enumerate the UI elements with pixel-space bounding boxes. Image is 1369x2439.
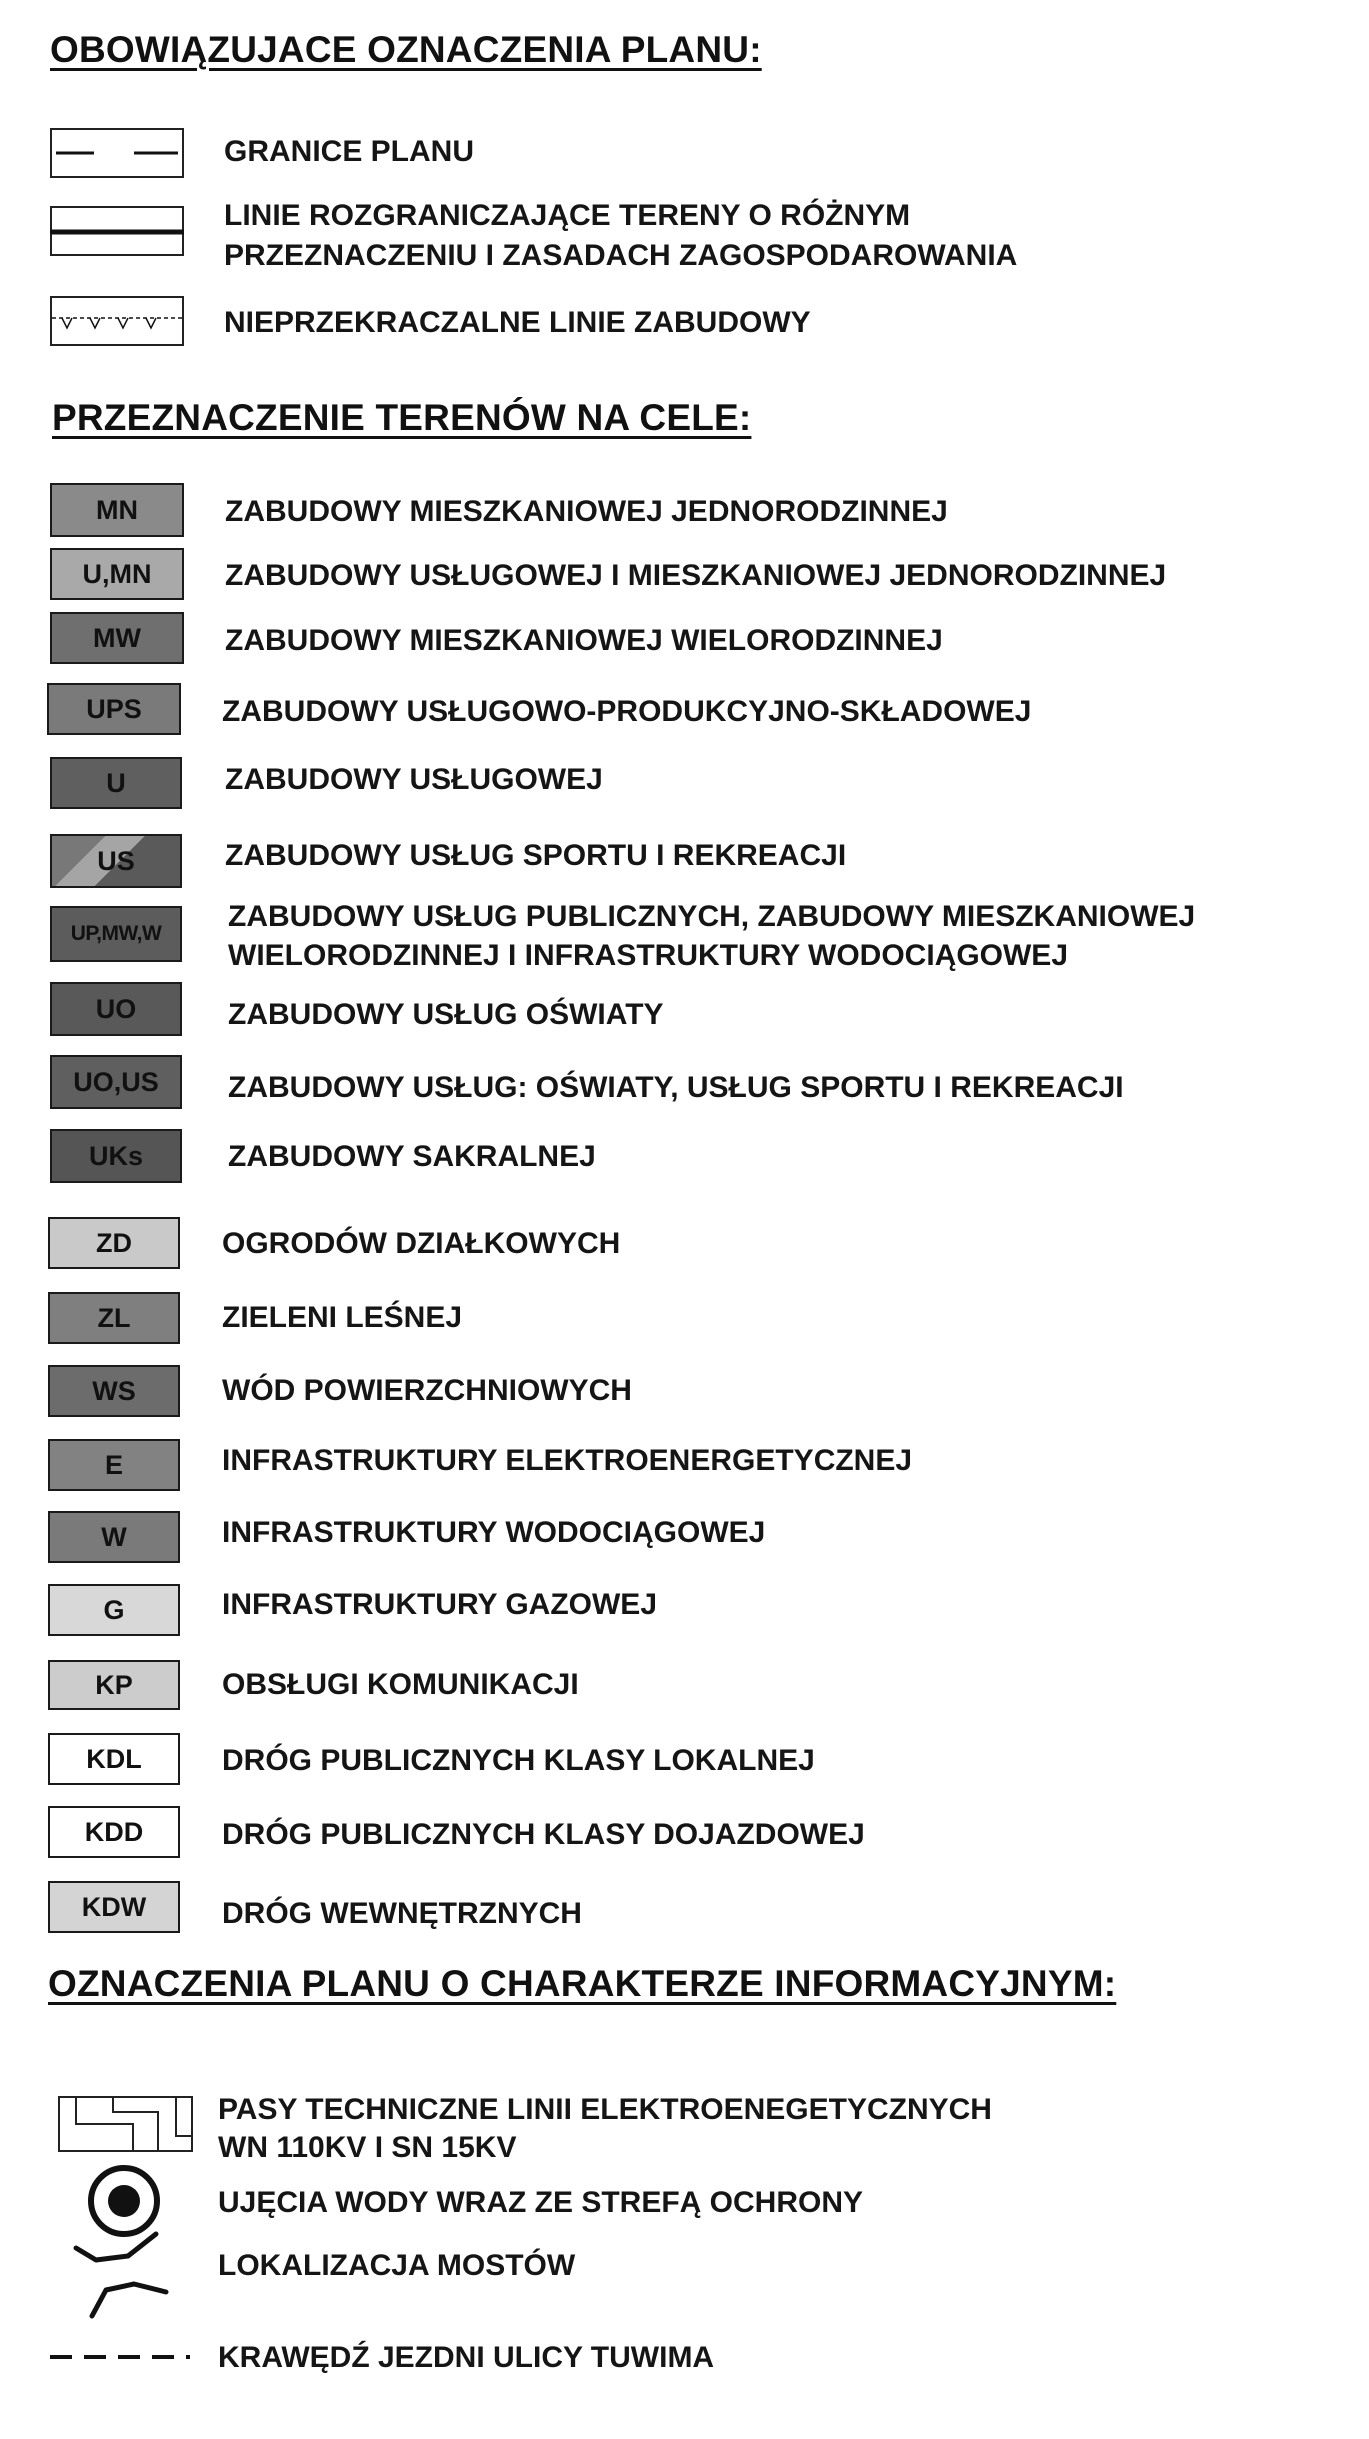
- legend-code: KDD: [84, 1816, 144, 1847]
- legend-label: OGRODÓW DZIAŁKOWYCH: [222, 1227, 621, 1260]
- solid-line-icon: [50, 206, 184, 256]
- legend-code: G: [103, 1594, 125, 1625]
- legend-swatch-kdl: [48, 1733, 180, 1785]
- legend-label: WN 110KV I SN 15KV: [218, 2131, 517, 2164]
- legend-label: UJĘCIA WODY WRAZ ZE STREFĄ OCHRONY: [218, 2186, 864, 2219]
- legend-code: UO: [95, 993, 137, 1024]
- legend-label: ZABUDOWY USŁUGOWO-PRODUKCYJNO-SKŁADOWEJ: [222, 695, 1032, 728]
- legend-code: ZL: [97, 1302, 131, 1333]
- legend-swatch-ws: [48, 1365, 180, 1417]
- legend-code: US: [97, 845, 135, 876]
- legend-code: KDW: [81, 1891, 147, 1922]
- legend-swatch-w: [48, 1511, 180, 1563]
- legend-label: DRÓG PUBLICZNYCH KLASY DOJAZDOWEJ: [222, 1818, 865, 1851]
- heading-purpose: PRZEZNACZENIE TERENÓW NA CELE:: [52, 397, 752, 438]
- legend-code: U,MN: [82, 558, 152, 589]
- legend-label: ZABUDOWY USŁUG OŚWIATY: [228, 998, 664, 1031]
- legend-label: ZABUDOWY USŁUGOWEJ I MIESZKANIOWEJ JEDNORODZINNEJ: [225, 559, 1167, 592]
- legend-label: WIELORODZINNEJ I INFRASTRUKTURY WODOCIĄGOWEJ: [228, 939, 1068, 972]
- legend-swatch-kp: [48, 1660, 180, 1710]
- legend-label: ZABUDOWY USŁUGOWEJ: [225, 763, 603, 796]
- legend-swatch-u-mn: [50, 548, 184, 600]
- legend-label: DRÓG WEWNĘTRZNYCH: [222, 1897, 582, 1930]
- legend-swatch-zl: [48, 1292, 180, 1344]
- legend-swatch-mn: [50, 483, 184, 537]
- legend-swatch-ups: [47, 683, 181, 735]
- bridge-icon: [70, 2226, 170, 2322]
- legend-label: LINIE ROZGRANICZAJĄCE TERENY O RÓŻNYM: [224, 199, 911, 232]
- legend-code: W: [101, 1521, 127, 1552]
- legend-label: ZABUDOWY MIESZKANIOWEJ JEDNORODZINNEJ: [225, 495, 948, 528]
- legend-swatch-us: [50, 834, 182, 888]
- legend-label: WÓD POWIERZCHNIOWYCH: [222, 1374, 632, 1407]
- legend-label: GRANICE PLANU: [224, 135, 475, 168]
- legend-label: ZABUDOWY MIESZKANIOWEJ WIELORODZINNEJ: [225, 624, 943, 657]
- triangle-dotted-line-icon: [50, 296, 184, 346]
- legend-swatch-up-mw-w: [50, 906, 182, 962]
- legend-label: LOKALIZACJA MOSTÓW: [218, 2249, 576, 2282]
- dashed-line-icon: [50, 128, 184, 178]
- legend-code: WS: [92, 1375, 136, 1406]
- legend-label: INFRASTRUKTURY ELEKTROENERGETYCZNEJ: [222, 1444, 913, 1477]
- legend-code: KP: [95, 1669, 133, 1700]
- legend-label: ZIELENI LEŚNEJ: [222, 1301, 463, 1334]
- legend-code: U: [106, 767, 126, 798]
- technical-strip-icon: [58, 2096, 193, 2152]
- legend-label: ZABUDOWY USŁUG: OŚWIATY, USŁUG SPORTU I REKREACJI: [228, 1071, 1124, 1104]
- legend-code: UKs: [88, 1140, 143, 1171]
- legend-label: PASY TECHNICZNE LINII ELEKTROENEGETYCZNYCH: [218, 2093, 992, 2126]
- legend-label: ZABUDOWY USŁUG PUBLICZNYCH, ZABUDOWY MIESZKANIOWEJ: [228, 900, 1196, 933]
- legend-code: UP,MW,W: [70, 922, 162, 945]
- legend-swatch-uks: [50, 1129, 182, 1183]
- legend-code: MW: [93, 622, 141, 653]
- heading-informative: OZNACZENIA PLANU O CHARAKTERZE INFORMACYJNYM:: [48, 1963, 1117, 2004]
- legend-code: MN: [96, 494, 138, 525]
- legend-code: UPS: [86, 693, 142, 724]
- legend-label: DRÓG PUBLICZNYCH KLASY LOKALNEJ: [222, 1744, 815, 1777]
- legend-code: ZD: [96, 1227, 132, 1258]
- legend-label: INFRASTRUKTURY WODOCIĄGOWEJ: [222, 1516, 766, 1549]
- legend-label: KRAWĘDŹ JEZDNI ULICY TUWIMA: [218, 2341, 715, 2374]
- legend-label: OBSŁUGI KOMUNIKACJI: [222, 1668, 579, 1701]
- legend-swatch-kdd: [48, 1806, 180, 1858]
- legend-code: KDL: [86, 1743, 142, 1774]
- legend-swatch-mw: [50, 612, 184, 664]
- legend-swatch-e: [48, 1439, 180, 1491]
- legend-label: ZABUDOWY USŁUG SPORTU I REKREACJI: [225, 839, 847, 872]
- dashed-edge-icon: [48, 2352, 190, 2362]
- legend-swatch-g: [48, 1584, 180, 1636]
- legend-label: ZABUDOWY SAKRALNEJ: [228, 1140, 596, 1173]
- legend-swatch-zd: [48, 1217, 180, 1269]
- heading-binding: OBOWIĄZUJACE OZNACZENIA PLANU:: [50, 29, 762, 70]
- legend-swatch-kdw: [48, 1881, 180, 1933]
- legend-swatch-uo: [50, 982, 182, 1036]
- legend-label: PRZEZNACZENIU I ZASADACH ZAGOSPODAROWANIA: [224, 239, 1018, 272]
- legend-label: INFRASTRUKTURY GAZOWEJ: [222, 1588, 657, 1621]
- legend-label: NIEPRZEKRACZALNE LINIE ZABUDOWY: [224, 306, 811, 339]
- legend-code: UO,US: [73, 1066, 159, 1097]
- legend-code: E: [104, 1449, 123, 1480]
- legend-swatch-uo-us: [50, 1055, 182, 1109]
- legend-swatch-u: [50, 757, 182, 809]
